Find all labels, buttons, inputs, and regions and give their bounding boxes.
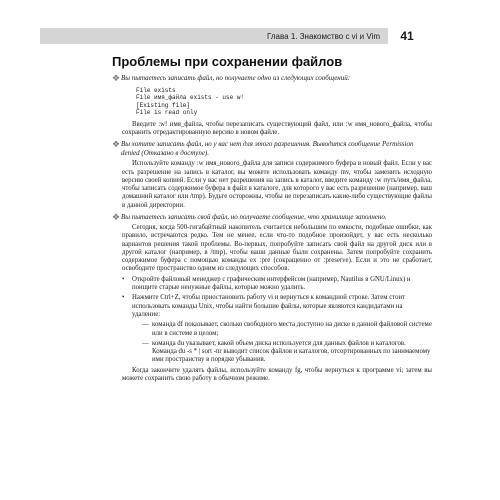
- sub-list-item: [142, 340, 432, 365]
- code-line: [Existing file]: [136, 101, 191, 109]
- code-block: [136, 87, 432, 117]
- list-item-text: Нажмите Ctrl+Z, чтобы приостановить работу vi и вернуться к командной строке. Затем стоит использовать команды Unix, чтобы найти большие файлы, которые являются кандидатами на удаление:: [132, 294, 406, 318]
- problem-bullet: [112, 140, 432, 158]
- problem-bullet: [112, 213, 432, 222]
- bullet-dot-icon: •: [122, 294, 125, 302]
- bullet-diamond-icon: ❖: [112, 73, 121, 83]
- dash-icon: —: [142, 339, 149, 347]
- paragraph: Когда закончите удалять файлы, используйте команду fg, чтобы вернуться к программе vi; затем вы можете сохранить свою работу в обычном режиме.: [122, 366, 432, 383]
- code-line: File is read only: [136, 109, 198, 117]
- bullet-dot-icon: •: [122, 275, 125, 283]
- paragraph: Сегодня, когда 500-гигабайтный накопитель считается небольшим по емкости, подобные ошибки, как правило, встречаются редко. Тем не менее, если что-то подобное произойдет, у вас есть несколько вариантов решения такой проблемы. Во-первых, попробуйте записать свой файл на другой диск или в другой каталог (например, в /tmp), чтобы ваши данные были сохранены. Затем попробуйте сохранить содержимое буфера с помощью команды ex :pre (сокращенно от :preserve). Если и это не сработает, освободите пространство одним из следующих способов.: [122, 224, 432, 273]
- problem-text: Вы хотите записать файл, но у вас нет для этого разрешения. Выводится сообщение Permission denied (Отказано в доступе).: [121, 140, 414, 158]
- bullet-list: [122, 276, 432, 365]
- bullet-diamond-icon: ❖: [112, 212, 121, 222]
- problem-bullet: [112, 74, 432, 83]
- chapter-title: Глава 1. Знакомство с vi и Vim: [266, 31, 380, 41]
- paragraph: Введите :w! имя_файла, чтобы перезаписать существующий файл, или :w имя_нового_файла, чтобы сохранить отредактированную версию в новом файле.: [122, 120, 432, 136]
- problem-text: Вы пытаетесь записать файл, но получаете одно из следующих сообщений:: [121, 74, 351, 82]
- problem-text: Вы пытаетесь записать свой файл, но получаете сообщение, что хранилище заполнено.: [121, 213, 387, 221]
- running-header: [40, 28, 388, 44]
- bullet-diamond-icon: ❖: [112, 139, 121, 150]
- sub-item-text: команда du указывает, какой объем диска используется для данных файлов и каталогов. Команда du -s * | sort -nr выводит список файлов и каталогов, отсортированных по занимаемому ими пространству в порядке убывания.: [152, 339, 431, 364]
- list-item: [122, 276, 432, 293]
- code-line: File exists: [136, 87, 176, 94]
- section-title: Проблемы при сохранении файлов: [112, 54, 343, 69]
- list-item: [122, 294, 432, 319]
- page-number: 41: [400, 29, 414, 43]
- dash-icon: —: [142, 321, 149, 329]
- sub-list-item: [142, 321, 432, 338]
- list-item-text: Откройте файловый менеджер с графическим интерфейсом (например, Nautilus в GNU/Linux) и поищите старые ненужные файлы, которые можно удалить.: [132, 275, 411, 292]
- code-line: File имя_файла exists - use w!: [136, 94, 245, 102]
- page-body: [112, 54, 432, 383]
- sub-item-text: команда df показывает, сколько свободного места доступно на диске в данной файловой системе или в системе в целом;: [152, 321, 432, 337]
- paragraph: Используйте команду :w имя_нового_файла для записи содержимого буфера в новый файл. Если у вас есть разрешение на запись в каталог, вы можете использовать команду mv, чтобы заменить исходную версию своей копией. Если у вас нет разрешения на запись в каталог, введите команду :w путь/имя_файла, чтобы записать содержимое буфера в файл в каталоге, для которого у вас есть разрешение (например, ваш домашний каталог или /tmp). Будьте осторожны, чтобы не перезаписать какие-либо существующие файлы в данной директории.: [122, 160, 432, 209]
